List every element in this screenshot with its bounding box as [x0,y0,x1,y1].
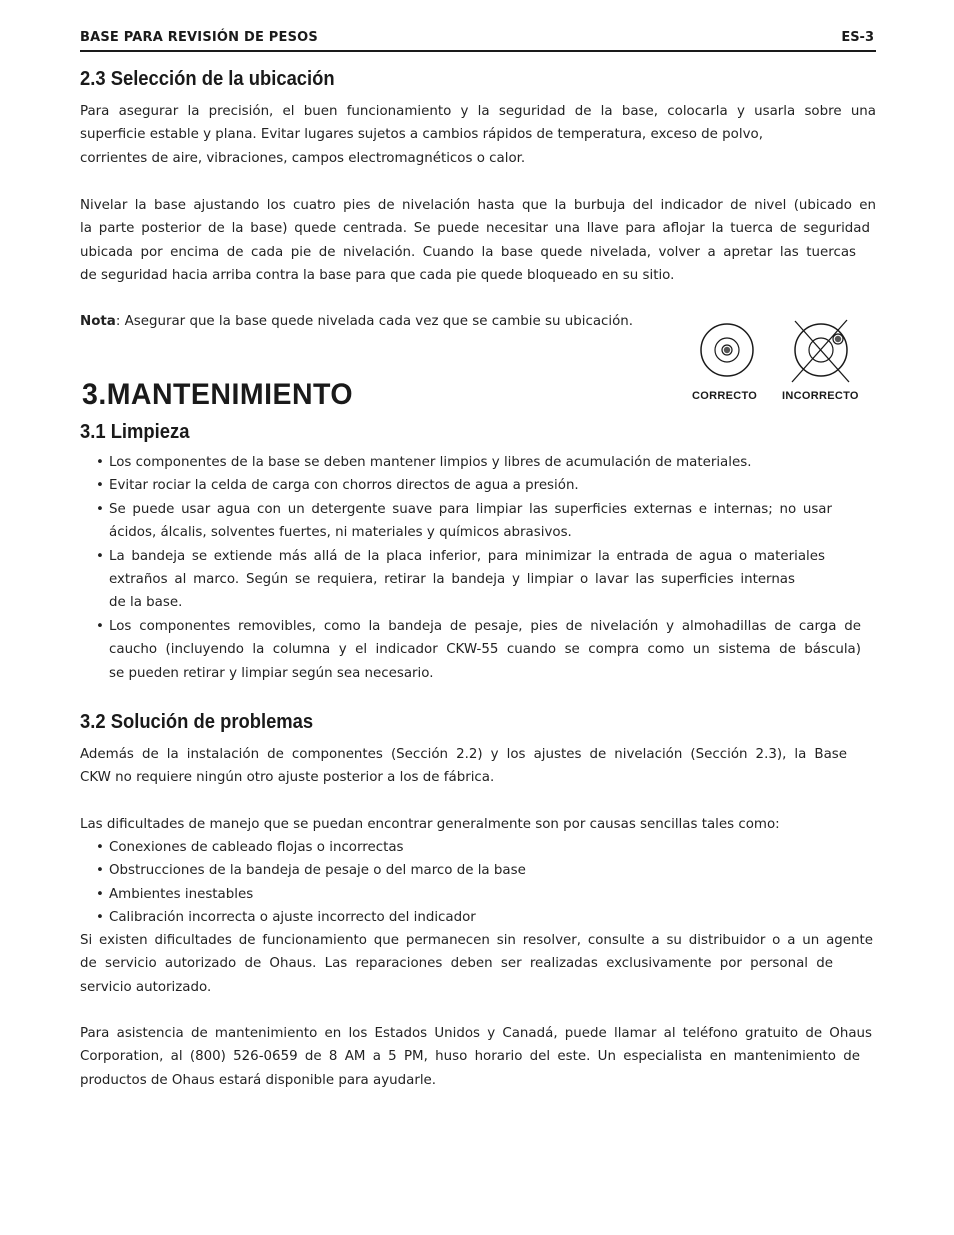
text-line: productos de Ohaus estará disponible para ayudarle. [80,1072,437,1088]
list-item [96,906,876,929]
list-item [96,859,876,882]
list-item [96,615,876,685]
text-line: • Los componentes removibles, como la bandeja de pesaje, pies de nivelación y almohadillas de carga de [109,618,861,634]
text-line: Las dificultades de manejo que se puedan encontrar generalmente son por causas sencillas tales como: [80,817,780,832]
page-header [80,28,876,52]
text-line: Nivelar la base ajustando los cuatro pies de nivelación hasta que la burbuja del indicador de nivel (ubicado en [80,198,876,213]
text-line: superficie estable y plana. Evitar lugares sujetos a cambios rápidos de temperatura, exceso de polvo, [80,127,763,143]
section-2-3-paragraph-1 [80,100,876,170]
text-line: • Conexiones de cableado flojas o incorrectas [109,840,404,855]
section-3-2-paragraph-4 [80,1022,876,1092]
incorrect-level-icon [792,320,849,382]
text-line: • La bandeja se extiende más allá de la placa inferior, para minimizar la entrada de agua o materiales [109,548,825,564]
text-line: CKW no requiere ningún otro ajuste posterior a los de fábrica. [80,770,495,786]
text-line: servicio autorizado. [80,979,212,995]
troubleshooting-list [96,836,876,930]
text-line: corrientes de aire, vibraciones, campos electromagnéticos o calor. [80,150,526,166]
list-item [96,498,876,545]
section-2-3-paragraph-2 [80,194,876,288]
section-2-3-title: 2.3 Selección de la ubicación [80,68,335,90]
text-line: de la base. [109,595,183,611]
text-line: ácidos, álcalis, solventes fuertes, ni materiales y químicos abrasivos. [109,525,572,541]
text-line: Corporation, al (800) 526-0659 de 8 AM a 5 PM, huso horario del este. Un especialista en mantenimiento de [80,1049,860,1065]
text-line: ubicada por encima de cada pie de nivelación. Cuando la base quede nivelada, volver a apretar las tuercas [80,244,856,260]
section-3-2-title: 3.2 Solución de problemas [80,711,314,733]
cleaning-list [96,451,876,685]
note-text: : Asegurar que la base quede nivelada cada vez que se cambie su ubicación. [115,314,634,329]
text-line: de seguridad hacia arriba contra la base para que cada pie quede bloqueado en su sitio. [80,268,675,284]
correct-label: CORRECTO [692,390,758,402]
section-3-2-paragraph-2 [80,813,876,836]
correct-level-icon [701,324,753,376]
text-line: Además de la instalación de componentes (Sección 2.2) y los ajustes de nivelación (Sección 2.3), la Base [80,747,847,762]
list-item [96,836,876,859]
text-line: extraños al marco. Según se requiera, retirar la bandeja y limpiar o lavar las superficies internas [109,572,795,588]
section-3-2-paragraph-1 [80,743,876,790]
text-line: • Obstrucciones de la bandeja de pesaje o del marco de la base [109,863,526,879]
incorrect-label: INCORRECTO [782,390,859,402]
note-label: Nota [80,314,116,329]
section-3-2-paragraph-3 [80,929,876,999]
text-line: Para asegurar la precisión, el buen funcionamiento y la seguridad de la base, colocarla y usarla sobre una [80,104,876,119]
text-line: caucho (incluyendo la columna y el indicador CKW-55 cuando se compra como un sistema de báscula) [109,642,861,658]
bubble-level-diagrams [690,318,876,388]
list-item [96,474,876,497]
text-line: la parte posterior de la base) quede centrada. Se puede necesitar una llave para aflojar la tuerca de seguridad [80,221,870,237]
text-line: de servicio autorizado de Ohaus. Las reparaciones deben ser realizadas exclusivamente por personal de [80,956,833,972]
header-title: BASE PARA REVISIÓN DE PESOS [80,30,318,45]
leveling-indicator-figure [690,318,876,408]
text-line: • Ambientes inestables [109,886,254,902]
list-item [96,883,876,906]
text-line: • Los componentes de la base se deben mantener limpios y libres de acumulación de materiales. [109,455,752,470]
chapter-3-title: 3.MANTENIMIENTO [82,378,354,411]
list-item [96,451,876,474]
text-line: Si existen dificultades de funcionamiento que permanecen sin resolver, consulte a su distribuidor o a un agente [80,933,873,948]
text-line: • Se puede usar agua con un detergente suave para limpiar las superficies externas e internas; no usar [109,501,832,517]
page-number: ES-3 [841,30,874,45]
text-line: • Calibración incorrecta o ajuste incorrecto del indicador [109,910,476,926]
text-line: se pueden retirar y limpiar según sea necesario. [109,665,434,681]
text-line: Para asistencia de mantenimiento en los Estados Unidos y Canadá, puede llamar al teléfono gratuito de Ohaus [80,1026,872,1041]
list-item [96,545,876,615]
section-3-1-title: 3.1 Limpieza [80,421,190,443]
text-line: • Evitar rociar la celda de carga con chorros directos de agua a presión. [109,478,579,494]
